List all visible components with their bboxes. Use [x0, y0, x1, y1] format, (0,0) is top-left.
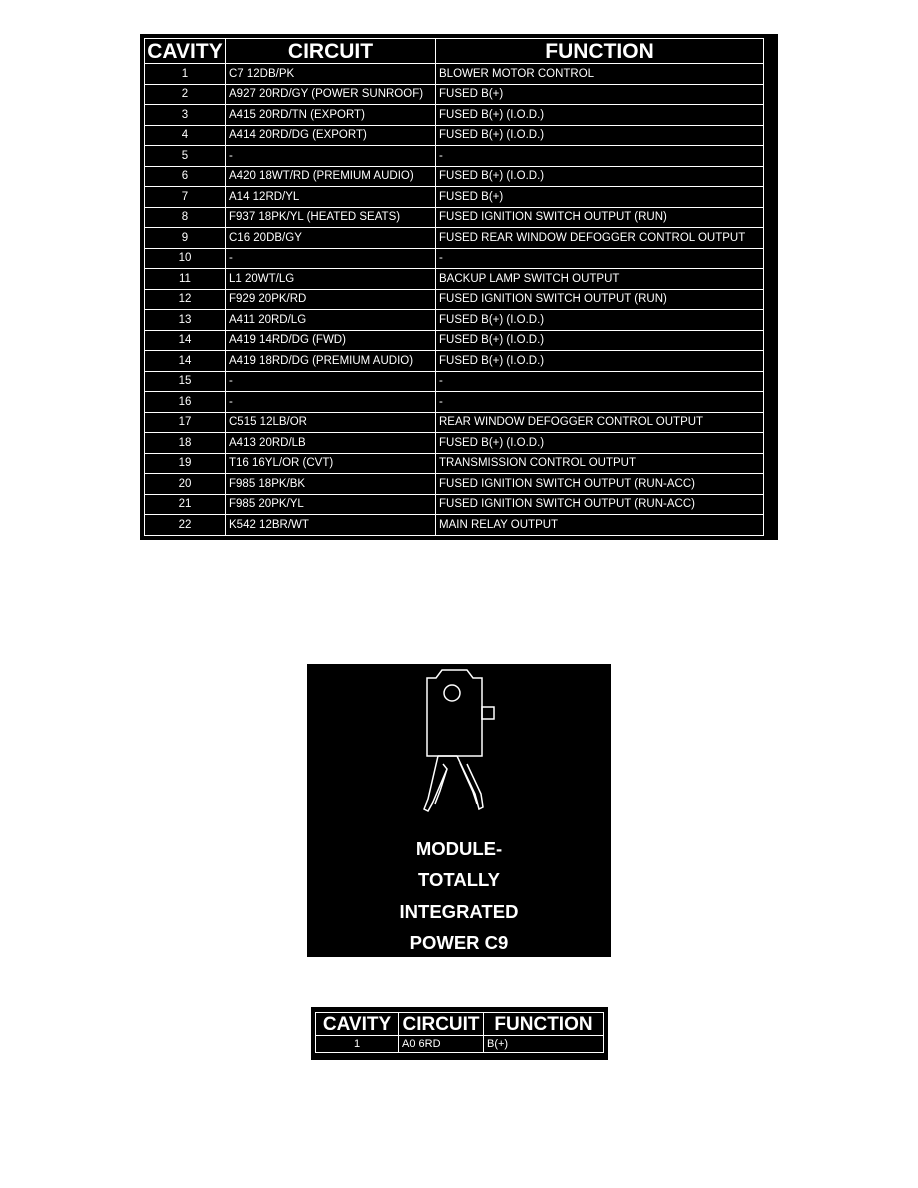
function-cell: -	[436, 146, 764, 167]
circuit-cell: A415 20RD/TN (EXPORT)	[226, 105, 436, 126]
table-row	[145, 474, 764, 495]
cavity-cell: 3	[145, 105, 226, 126]
circuit-cell: C16 20DB/GY	[226, 228, 436, 249]
table-row	[145, 494, 764, 515]
cavity-cell: 4	[145, 125, 226, 146]
table-row	[145, 392, 764, 413]
small-table-body	[316, 1036, 604, 1053]
circuit-cell: K542 12BR/WT	[226, 515, 436, 536]
table-row	[145, 146, 764, 167]
circuit-cell: T16 16YL/OR (CVT)	[226, 453, 436, 474]
connector-outline	[424, 670, 494, 811]
circuit-cell: A0 6RD	[399, 1036, 484, 1053]
circuit-cell: A411 20RD/LG	[226, 310, 436, 331]
function-cell: FUSED B(+)	[436, 84, 764, 105]
small-table-header-row	[316, 1013, 604, 1036]
table-row	[145, 187, 764, 208]
function-cell: FUSED REAR WINDOW DEFOGGER CONTROL OUTPUT	[436, 228, 764, 249]
function-cell: TRANSMISSION CONTROL OUTPUT	[436, 453, 764, 474]
table-row	[145, 412, 764, 433]
connector-module-figure	[307, 664, 611, 957]
cavity-cell: 6	[145, 166, 226, 187]
table-row	[145, 433, 764, 454]
circuit-cell: A14 12RD/YL	[226, 187, 436, 208]
connector-hole	[444, 685, 460, 701]
small-pinout-table	[315, 1012, 604, 1053]
function-cell: BLOWER MOTOR CONTROL	[436, 64, 764, 85]
table-row	[145, 289, 764, 310]
circuit-cell: C515 12LB/OR	[226, 412, 436, 433]
circuit-cell: L1 20WT/LG	[226, 269, 436, 290]
cavity-cell: 21	[145, 494, 226, 515]
circuit-cell: A419 14RD/DG (FWD)	[226, 330, 436, 351]
table-row	[145, 248, 764, 269]
function-cell: B(+)	[484, 1036, 604, 1053]
function-cell: FUSED B(+) (I.O.D.)	[436, 330, 764, 351]
cavity-cell: 14	[145, 330, 226, 351]
module-label-line-1: MODULE-	[415, 838, 503, 859]
module-label-line-2: TOTALLY	[418, 869, 500, 890]
cavity-cell: 13	[145, 310, 226, 331]
cavity-cell: 10	[145, 248, 226, 269]
cavity-cell: 20	[145, 474, 226, 495]
cavity-cell: 16	[145, 392, 226, 413]
table-row	[145, 105, 764, 126]
cavity-cell: 7	[145, 187, 226, 208]
cavity-cell: 19	[145, 453, 226, 474]
table-row	[145, 166, 764, 187]
left-terminal-inner	[435, 769, 447, 804]
header-circuit: CIRCUIT	[399, 1013, 484, 1036]
table-row	[145, 351, 764, 372]
table-row	[145, 269, 764, 290]
connector-latch	[482, 707, 494, 719]
function-cell: -	[436, 248, 764, 269]
function-cell: FUSED B(+) (I.O.D.)	[436, 433, 764, 454]
small-pinout-table-panel	[311, 1007, 608, 1060]
header-function: FUNCTION	[484, 1013, 604, 1036]
circuit-cell: A419 18RD/DG (PREMIUM AUDIO)	[226, 351, 436, 372]
circuit-cell: F937 18PK/YL (HEATED SEATS)	[226, 207, 436, 228]
cavity-cell: 9	[145, 228, 226, 249]
circuit-cell: -	[226, 146, 436, 167]
cavity-cell: 2	[145, 84, 226, 105]
circuit-cell: -	[226, 392, 436, 413]
cavity-cell: 14	[145, 351, 226, 372]
function-cell: FUSED B(+) (I.O.D.)	[436, 166, 764, 187]
circuit-cell: A413 20RD/LB	[226, 433, 436, 454]
function-cell: REAR WINDOW DEFOGGER CONTROL OUTPUT	[436, 412, 764, 433]
table-row	[145, 330, 764, 351]
circuit-cell: F985 20PK/YL	[226, 494, 436, 515]
circuit-cell: A420 18WT/RD (PREMIUM AUDIO)	[226, 166, 436, 187]
circuit-cell: -	[226, 371, 436, 392]
circuit-cell: A414 20RD/DG (EXPORT)	[226, 125, 436, 146]
function-cell: FUSED B(+)	[436, 187, 764, 208]
function-cell: FUSED IGNITION SWITCH OUTPUT (RUN)	[436, 207, 764, 228]
circuit-cell: F985 18PK/BK	[226, 474, 436, 495]
cavity-cell: 1	[145, 64, 226, 85]
header-cavity: CAVITY	[145, 39, 226, 64]
main-table-header-row	[145, 39, 764, 64]
function-cell: -	[436, 392, 764, 413]
header-function: FUNCTION	[436, 39, 764, 64]
right-terminal-inner	[460, 763, 477, 804]
table-row	[145, 228, 764, 249]
cavity-cell: 5	[145, 146, 226, 167]
cavity-cell: 15	[145, 371, 226, 392]
function-cell: BACKUP LAMP SWITCH OUTPUT	[436, 269, 764, 290]
connector-body	[427, 670, 482, 756]
function-cell: FUSED IGNITION SWITCH OUTPUT (RUN)	[436, 289, 764, 310]
header-cavity: CAVITY	[316, 1013, 399, 1036]
cavity-cell: 22	[145, 515, 226, 536]
function-cell: -	[436, 371, 764, 392]
cavity-cell: 11	[145, 269, 226, 290]
circuit-cell: -	[226, 248, 436, 269]
cavity-cell: 1	[316, 1036, 399, 1053]
function-cell: FUSED B(+) (I.O.D.)	[436, 351, 764, 372]
table-row	[145, 515, 764, 536]
cavity-cell: 18	[145, 433, 226, 454]
function-cell: FUSED B(+) (I.O.D.)	[436, 310, 764, 331]
table-row	[145, 64, 764, 85]
table-row	[145, 310, 764, 331]
table-row	[145, 125, 764, 146]
cavity-cell: 8	[145, 207, 226, 228]
function-cell: FUSED B(+) (I.O.D.)	[436, 105, 764, 126]
function-cell: FUSED IGNITION SWITCH OUTPUT (RUN-ACC)	[436, 494, 764, 515]
function-cell: FUSED IGNITION SWITCH OUTPUT (RUN-ACC)	[436, 474, 764, 495]
module-label-line-3: INTEGRATED	[399, 901, 519, 922]
table-row	[145, 453, 764, 474]
table-row	[145, 84, 764, 105]
function-cell: FUSED B(+) (I.O.D.)	[436, 125, 764, 146]
table-row	[145, 207, 764, 228]
table-row	[316, 1036, 604, 1053]
main-pinout-table	[144, 38, 764, 536]
header-circuit: CIRCUIT	[226, 39, 436, 64]
main-table-body	[145, 64, 764, 536]
circuit-cell: F929 20PK/RD	[226, 289, 436, 310]
table-row	[145, 371, 764, 392]
function-cell: MAIN RELAY OUTPUT	[436, 515, 764, 536]
main-pinout-table-panel	[140, 34, 778, 540]
module-label-line-4: POWER C9	[409, 932, 509, 953]
circuit-cell: A927 20RD/GY (POWER SUNROOF)	[226, 84, 436, 105]
circuit-cell: C7 12DB/PK	[226, 64, 436, 85]
cavity-cell: 12	[145, 289, 226, 310]
cavity-cell: 17	[145, 412, 226, 433]
